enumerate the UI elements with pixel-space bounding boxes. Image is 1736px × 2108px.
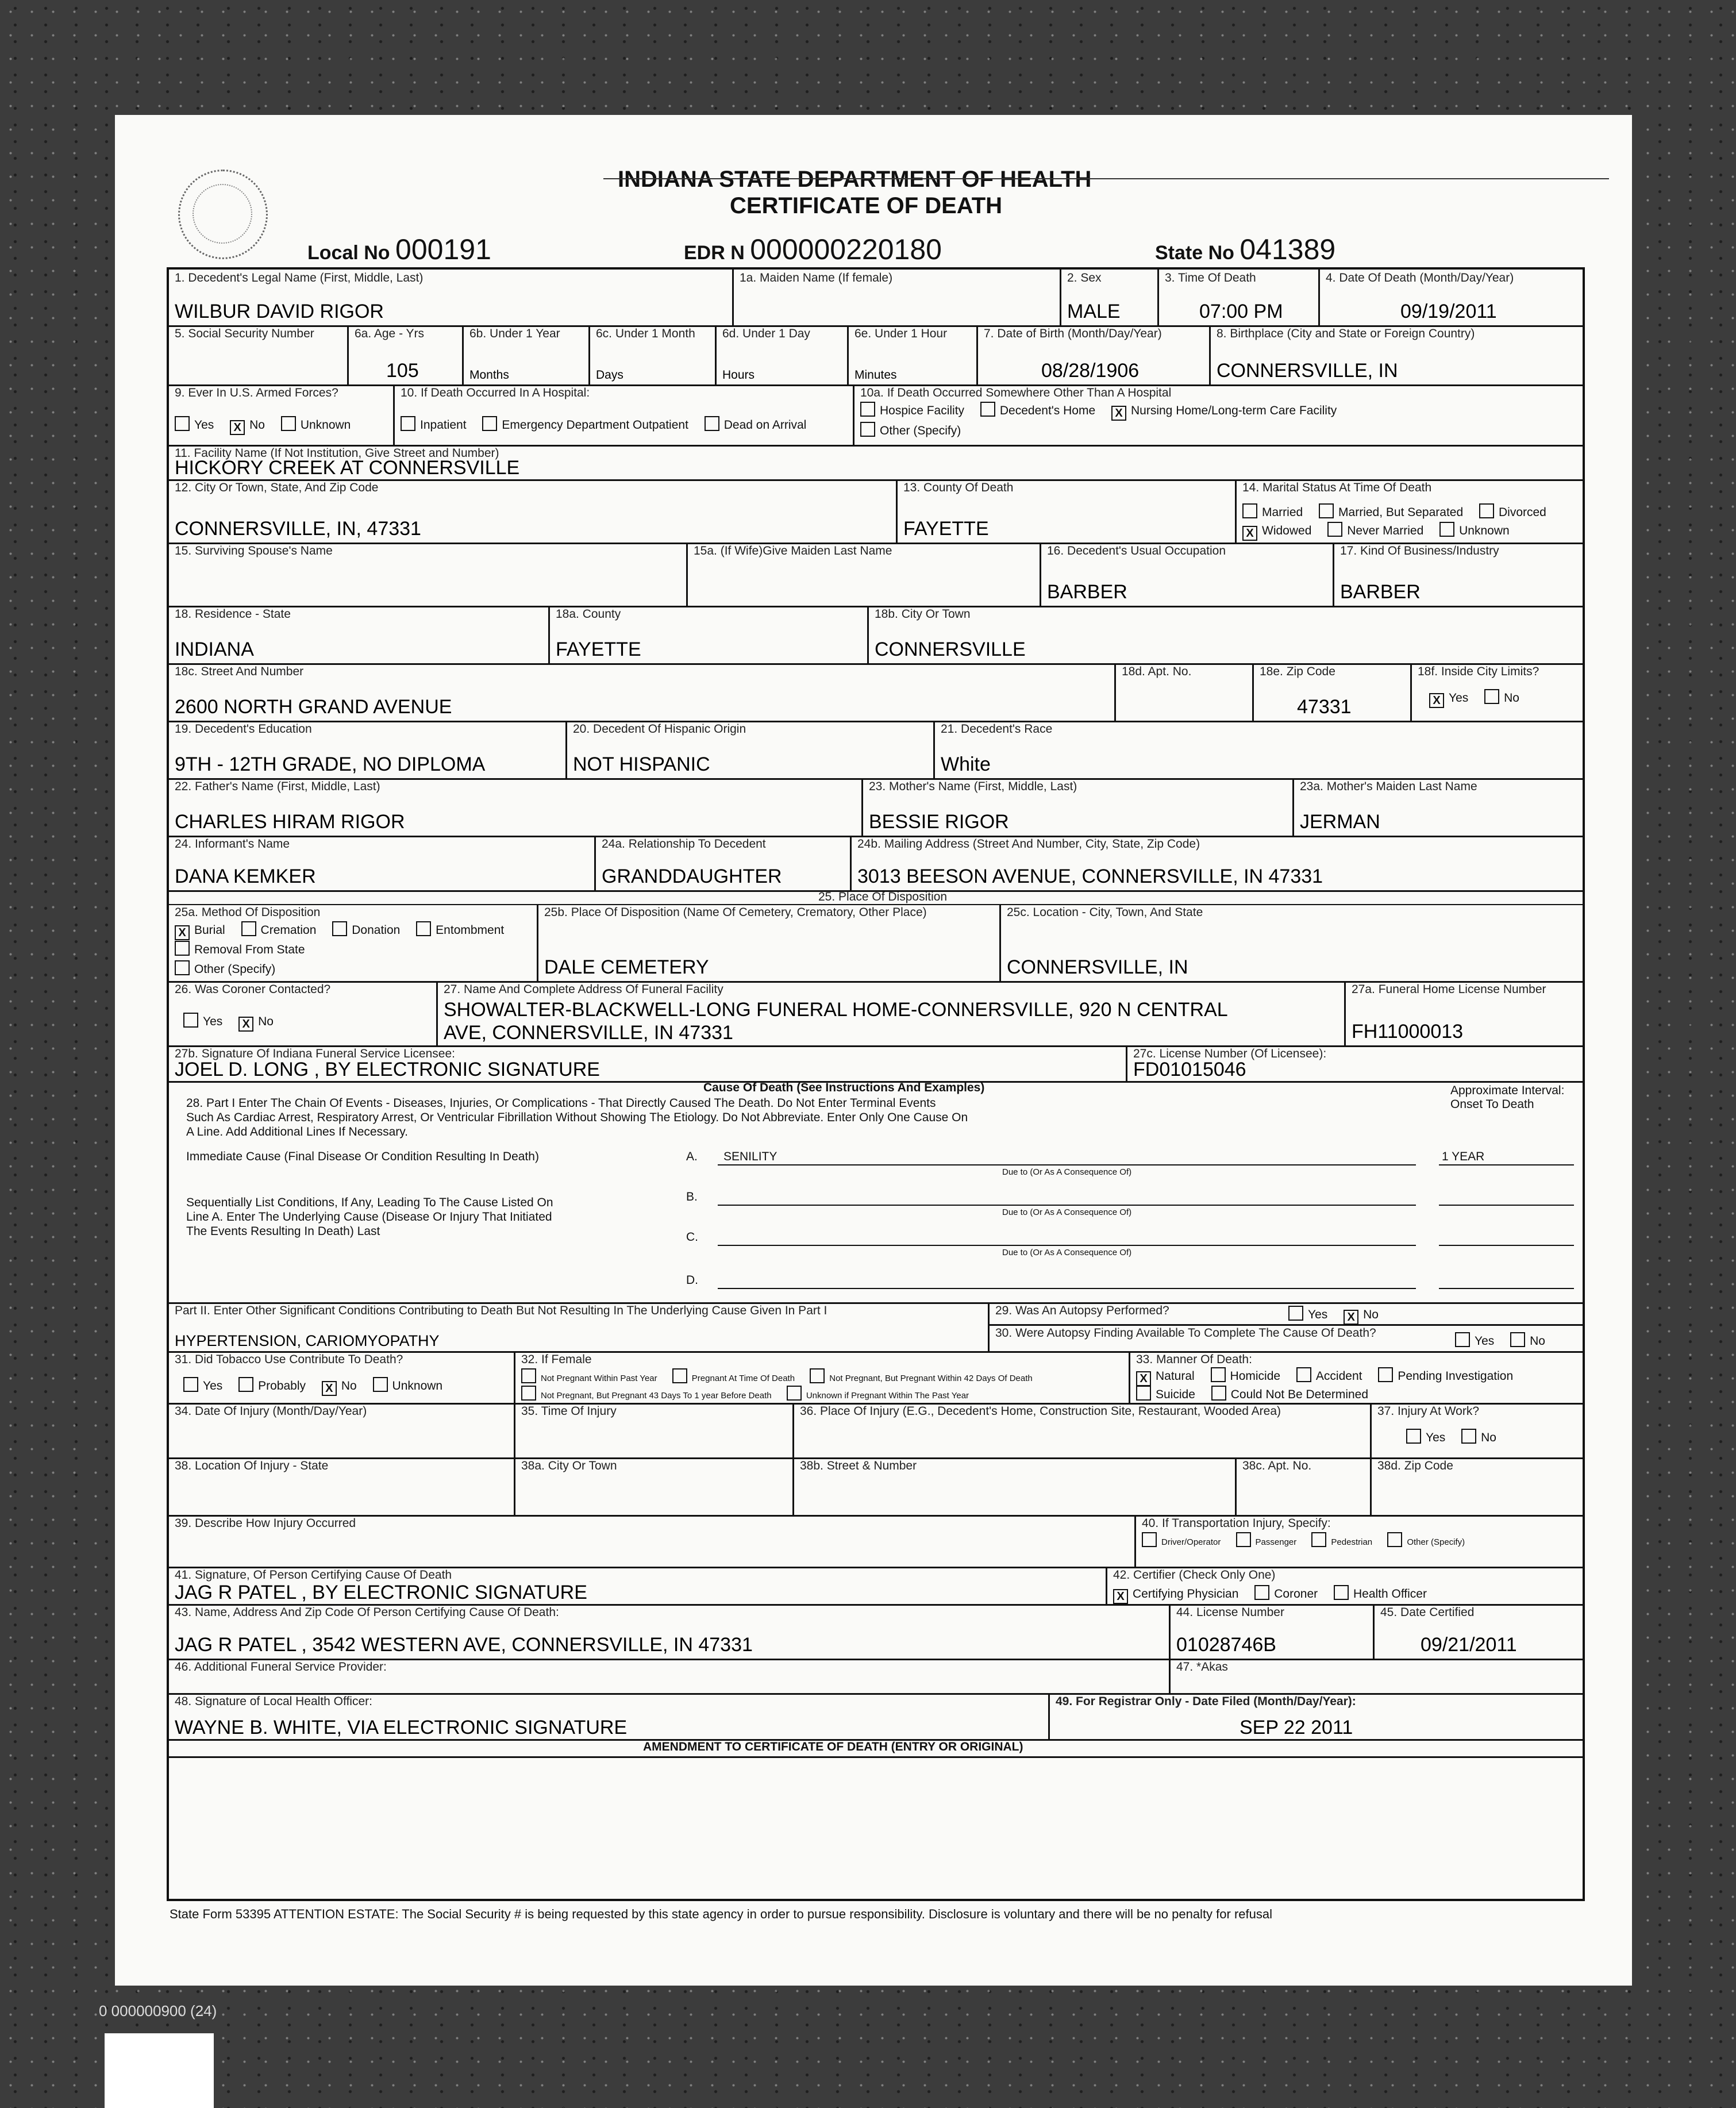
row-licensee	[169, 1045, 1583, 1083]
other-place-checkbox[interactable]: Other (Specify)	[860, 424, 961, 437]
line-c-marker: C.	[686, 1230, 698, 1244]
certificate-sheet	[115, 115, 1632, 1986]
immediate-cause-label: Immediate Cause (Final Disease Or Condition Resulting In Death)	[186, 1150, 539, 1163]
field-27a-license[interactable]: 27a. Funeral Home License Number FH11000013	[1344, 981, 1583, 1045]
field-25c-location[interactable]: 25c. Location - City, Town, And State CONNERSVILLE, IN	[999, 904, 1583, 981]
row-street	[169, 663, 1583, 722]
coroner-yes-checkbox[interactable]: Yes	[183, 1015, 222, 1028]
field-6d[interactable]: 6d. Under 1 Day Hours	[715, 325, 847, 384]
interval-line-a[interactable]	[1439, 1164, 1574, 1165]
er-outpatient-checkbox[interactable]: Emergency Department Outpatient	[482, 418, 688, 432]
field-6c[interactable]: 6c. Under 1 Month Days	[588, 325, 715, 384]
field-16-occupation[interactable]: 16. Decedent's Usual Occupation BARBER	[1040, 543, 1333, 606]
row-funeral	[169, 981, 1583, 1047]
certifying-physician-checkbox[interactable]: X Certifying Physician	[1113, 1587, 1238, 1601]
accident-checkbox[interactable]: Accident	[1296, 1370, 1362, 1383]
field-5-ssn[interactable]: 5. Social Security Number	[175, 327, 314, 340]
field-49[interactable]: 49. For Registrar Only - Date Filed (Month/Day/Year): SEP 22 2011	[1048, 1693, 1583, 1739]
field-40: 40. If Transportation Injury, Specify: Driver/Operator Passenger Pedestrian Other (Specify)	[1134, 1515, 1583, 1567]
home-checkbox[interactable]: Decedent's Home	[980, 404, 1095, 417]
field-35[interactable]: 35. Time Of Injury	[514, 1403, 792, 1457]
field-18a-county[interactable]: 18a. County FAYETTE	[548, 606, 867, 663]
homicide-checkbox[interactable]: Homicide	[1211, 1370, 1281, 1383]
donation-checkbox[interactable]: Donation	[332, 924, 400, 937]
interval-a-value: 1 YEAR	[1442, 1150, 1485, 1163]
field-42: 42. Certifier (Check Only One) X Certifying Physician Coroner Health Officer	[1106, 1567, 1583, 1604]
preg-1-checkbox[interactable]: Not Pregnant Within Past Year	[521, 1374, 657, 1383]
field-45-date[interactable]: 45. Date Certified 09/21/2011	[1373, 1604, 1583, 1659]
row-cause-of-death	[169, 1081, 1583, 1304]
field-29-30: 29. Was An Autopsy Performed? Yes X No 30. Were Autopsy Finding Available To Complete The Cause Of Death? Yes No	[988, 1302, 1583, 1351]
field-22-father[interactable]: 22. Father's Name (First, Middle, Last) CHARLES HIRAM RIGOR	[175, 780, 405, 833]
row-spouse	[169, 543, 1583, 607]
disposition-header: 25. Place Of Disposition	[818, 890, 948, 903]
widowed-checkbox[interactable]: X Widowed	[1242, 524, 1311, 537]
pedestrian-checkbox[interactable]: Pedestrian	[1311, 1537, 1372, 1547]
armed-no-checkbox[interactable]: X No	[230, 418, 265, 432]
interval-header: Approximate Interval: Onset To Death	[1450, 1084, 1565, 1111]
field-34[interactable]: 34. Date Of Injury (Month/Day/Year)	[175, 1405, 367, 1418]
undetermined-checkbox[interactable]: Could Not Be Determined	[1211, 1388, 1368, 1401]
field-part-ii[interactable]: Part II. Enter Other Significant Conditions Contributing to Death But Not Resulting In The Underlying Cause Given In Part I HYPERTENSION, CARIOMYOPATHY	[175, 1304, 827, 1349]
field-27-funeral-facility[interactable]: 27. Name And Complete Address Of Funeral Facility SHOWALTER-BLACKWELL-LONG FUNERAL HOME-CONNERSVILLE, 920 N CENTRAL AVE, CONNERSVILLE, IN 47331	[436, 981, 1344, 1045]
field-38c[interactable]: 38c. Apt. No.	[1235, 1457, 1370, 1515]
cause-line-d[interactable]	[718, 1288, 1416, 1289]
field-18d-apt[interactable]: 18d. Apt. No.	[1114, 663, 1252, 721]
field-37: 37. Injury At Work? Yes No	[1370, 1403, 1583, 1457]
field-12[interactable]: 12. City Or Town, State, And Zip Code CONNERSVILLE, IN, 47331	[175, 481, 421, 540]
cremation-checkbox[interactable]: Cremation	[241, 924, 317, 937]
field-38[interactable]: 38. Location Of Injury - State	[175, 1459, 329, 1472]
field-17-industry[interactable]: 17. Kind Of Business/Industry BARBER	[1333, 543, 1583, 606]
work-no-checkbox[interactable]: No	[1461, 1431, 1496, 1444]
field-27b-signature[interactable]: 27b. Signature Of Indiana Funeral Service Licensee: JOEL D. LONG , BY ELECTRONIC SIGNATURE	[175, 1047, 600, 1080]
sequential-label-1: Sequentially List Conditions, If Any, Leading To The Cause Listed On	[186, 1196, 553, 1209]
edr-number: EDR N 000000220180	[684, 233, 942, 266]
tobacco-unknown-checkbox[interactable]: Unknown	[373, 1379, 443, 1392]
state-seal	[178, 170, 268, 259]
city-limits-no-checkbox[interactable]: No	[1484, 691, 1519, 705]
row-registrar	[169, 1693, 1583, 1741]
cod-instructions-2: Such As Cardiac Arrest, Respiratory Arrest, Or Ventricular Fibrillation Without Showing The Etiology. Do Not Abbreviate. Enter Only One Cause On	[186, 1111, 968, 1124]
due-to-c: Due to (Or As A Consequence Of)	[1002, 1248, 1132, 1257]
doa-checkbox[interactable]: Dead on Arrival	[705, 418, 807, 432]
field-18e-zip[interactable]: 18e. Zip Code 47331	[1252, 663, 1410, 721]
coroner-no-checkbox[interactable]: X No	[238, 1015, 274, 1028]
certificate-form	[167, 267, 1585, 1901]
city-limits-yes-checkbox[interactable]: X Yes	[1429, 691, 1468, 705]
cause-line-c[interactable]	[718, 1245, 1416, 1246]
field-47[interactable]: 47. *Akas	[1169, 1659, 1583, 1693]
row-education	[169, 721, 1583, 780]
field-26-coroner: 26. Was Coroner Contacted? Yes X No	[175, 983, 331, 1030]
field-6a-age[interactable]: 6a. Age - Yrs 105	[347, 325, 462, 384]
row-disposition	[169, 890, 1583, 983]
footer-notice: State Form 53395 ATTENTION ESTATE: The Social Security # is being requested by this state agency in order to pursue responsibility. Disclosure is voluntary and there will be no penalty for refusal	[170, 1907, 1272, 1921]
row-tobacco	[169, 1351, 1583, 1405]
scan-label-box	[105, 2033, 214, 2108]
amendment-area[interactable]	[169, 1758, 1583, 1899]
field-38d[interactable]: 38d. Zip Code	[1370, 1457, 1583, 1515]
separated-checkbox[interactable]: Married, But Separated	[1319, 506, 1463, 519]
field-1[interactable]: 1. Decedent's Legal Name (First, Middle, Last) WILBUR DAVID RIGOR	[175, 271, 424, 322]
row-parents	[169, 778, 1583, 837]
field-39[interactable]: 39. Describe How Injury Occurred	[175, 1517, 356, 1530]
tobacco-probably-checkbox[interactable]: Probably	[238, 1379, 306, 1392]
certificate-title: INDIANA STATE DEPARTMENT OF HEALTH	[618, 167, 1092, 192]
field-41[interactable]: 41. Signature, Of Person Certifying Cause Of Death JAG R PATEL , BY ELECTRONIC SIGNATURE	[175, 1568, 587, 1603]
findings-yes-checkbox[interactable]: Yes	[1455, 1334, 1494, 1348]
autopsy-yes-checkbox[interactable]: Yes	[1288, 1308, 1327, 1321]
field-21-race[interactable]: 21. Decedent's Race White	[933, 721, 1583, 778]
field-33-manner: 33. Manner Of Death: X Natural Homicide Accident Pending Investigation Suicide Could Not Be Determined	[1129, 1351, 1583, 1403]
hospice-checkbox[interactable]: Hospice Facility	[860, 404, 964, 417]
removal-checkbox[interactable]: Removal From State	[175, 943, 305, 956]
row-ssn-age	[169, 325, 1583, 386]
field-44-license[interactable]: 44. License Number 01028746B	[1169, 1604, 1373, 1659]
preg-4-checkbox[interactable]: Not Pregnant, But Pregnant 43 Days To 1 year Before Death	[521, 1391, 772, 1401]
row-place-death	[169, 479, 1583, 544]
row-armed-forces	[169, 384, 1583, 447]
due-to-a: Due to (Or As A Consequence Of)	[1002, 1167, 1132, 1177]
cause-line-b[interactable]	[718, 1205, 1416, 1206]
due-to-b: Due to (Or As A Consequence Of)	[1002, 1207, 1132, 1217]
field-14-marital: 14. Marital Status At Time Of Death Married Married, But Separated Divorced X Widowed Never Married Unknown	[1235, 479, 1583, 543]
row-certifier	[169, 1604, 1583, 1660]
cause-line-a[interactable]	[718, 1164, 1416, 1165]
amendment-title: AMENDMENT TO CERTIFICATE OF DEATH (ENTRY OR ORIGINAL)	[643, 1740, 1023, 1753]
driver-checkbox[interactable]: Driver/Operator	[1142, 1537, 1221, 1547]
line-b-marker: B.	[686, 1190, 698, 1203]
interval-line-d[interactable]	[1439, 1288, 1574, 1289]
field-24b-address[interactable]: 24b. Mailing Address (Street And Number, City, State, Zip Code) 3013 BEESON AVENUE, CONNERSVILLE, IN 47331	[850, 836, 1583, 890]
state-number: State No 041389	[1155, 233, 1336, 266]
row-injury-3	[169, 1515, 1583, 1568]
field-32-female: 32. If Female Not Pregnant Within Past Year Pregnant At Time Of Death Not Pregnant, But Pregnant Within 42 Days Of Death Not Pregnant, But Pregnant 43 Days To 1 year Before Death Unknown if Pregnant Within The Past Year	[514, 1351, 1129, 1403]
field-18b-city[interactable]: 18b. City Or Town CONNERSVILLE	[867, 606, 1583, 663]
row-provider	[169, 1659, 1583, 1695]
field-15a[interactable]: 15a. (If Wife)Give Maiden Last Name	[686, 543, 1040, 606]
field-6b[interactable]: 6b. Under 1 Year Months	[462, 325, 588, 384]
sequential-label-3: The Events Resulting In Death) Last	[186, 1225, 380, 1238]
pending-checkbox[interactable]: Pending Investigation	[1378, 1370, 1513, 1383]
field-10a: 10a. If Death Occurred Somewhere Other Than A Hospital Hospice Facility Decedent's Home X Nursing Home/Long-term Care Facility Other (Specify)	[853, 384, 1583, 445]
field-24-informant[interactable]: 24. Informant's Name DANA KEMKER	[175, 837, 316, 887]
preg-2-checkbox[interactable]: Pregnant At Time Of Death	[672, 1374, 795, 1383]
never-married-checkbox[interactable]: Never Married	[1327, 524, 1423, 537]
cod-title: Cause Of Death (See Instructions And Examples)	[703, 1081, 985, 1094]
field-18-state[interactable]: 18. Residence - State INDIANA	[175, 607, 291, 660]
field-48[interactable]: 48. Signature of Local Health Officer: WAYNE B. WHITE, VIA ELECTRONIC SIGNATURE	[175, 1695, 628, 1738]
field-31-tobacco: 31. Did Tobacco Use Contribute To Death? Yes Probably X No Unknown	[175, 1353, 443, 1395]
work-yes-checkbox[interactable]: Yes	[1406, 1431, 1445, 1444]
row-informant	[169, 836, 1583, 892]
row-amendment	[169, 1739, 1583, 1899]
interval-line-b[interactable]	[1439, 1205, 1574, 1206]
field-18c-street[interactable]: 18c. Street And Number 2600 NORTH GRAND AVENUE	[175, 665, 452, 718]
field-27c-license[interactable]: 27c. License Number (Of Licensee): FD01015046	[1126, 1045, 1583, 1081]
tobacco-no-checkbox[interactable]: X No	[322, 1379, 357, 1392]
passenger-checkbox[interactable]: Passenger	[1236, 1537, 1297, 1547]
local-no: Local No 000191	[307, 233, 491, 266]
field-8-birthplace[interactable]: 8. Birthplace (City and State or Foreign Country) CONNERSVILLE, IN	[1209, 325, 1583, 384]
married-checkbox[interactable]: Married	[1242, 506, 1303, 519]
nursing-home-checkbox[interactable]: X Nursing Home/Long-term Care Facility	[1111, 404, 1337, 417]
row-part-two	[169, 1302, 1583, 1353]
findings-no-checkbox[interactable]: No	[1510, 1334, 1545, 1348]
preg-3-checkbox[interactable]: Not Pregnant, But Pregnant Within 42 Days Of Death	[810, 1374, 1033, 1383]
field-38a[interactable]: 38a. City Or Town	[514, 1457, 792, 1515]
field-13-county[interactable]: 13. County Of Death FAYETTE	[896, 479, 1235, 543]
field-10: 10. If Death Occurred In A Hospital: Inpatient Emergency Department Outpatient Dead on Arrival	[393, 384, 853, 445]
row-facility	[169, 445, 1583, 481]
certificate-subtitle: CERTIFICATE OF DEATH	[730, 193, 1003, 218]
cod-instructions-1: 28. Part I Enter The Chain Of Events - Diseases, Injuries, Or Complications - That Directly Caused The Death. Do Not Enter Terminal Events	[186, 1097, 936, 1110]
health-officer-checkbox[interactable]: Health Officer	[1334, 1587, 1427, 1601]
field-9: 9. Ever In U.S. Armed Forces? Yes X No Unknown	[175, 386, 351, 434]
microfilm-stamp: 0 000000900 (24)	[99, 2002, 217, 2019]
burial-checkbox[interactable]: X Burial	[175, 924, 225, 937]
autopsy-no-checkbox[interactable]: X No	[1344, 1308, 1379, 1321]
line-a-marker: A.	[686, 1150, 698, 1163]
sequential-label-2: Line A. Enter The Underlying Cause (Disease Or Injury That Initiated	[186, 1210, 552, 1224]
tobacco-yes-checkbox[interactable]: Yes	[183, 1379, 222, 1392]
cod-instructions-3: A Line. Add Additional Lines If Necessary.	[186, 1125, 409, 1138]
entombment-checkbox[interactable]: Entombment	[416, 924, 504, 937]
field-20-hispanic[interactable]: 20. Decedent Of Hispanic Origin NOT HISPANIC	[565, 721, 933, 778]
field-11-facility[interactable]: 11. Facility Name (If Not Institution, Give Street and Number) HICKORY CREEK AT CONNERSVILLE	[175, 447, 520, 479]
field-4-date-death[interactable]: 4. Date Of Death (Month/Day/Year) 09/19/2011	[1318, 270, 1583, 325]
field-36[interactable]: 36. Place Of Injury (E.G., Decedent's Home, Construction Site, Restaurant, Wooded Area)	[792, 1403, 1370, 1457]
natural-checkbox[interactable]: X Natural	[1136, 1370, 1195, 1383]
field-25b-place[interactable]: 25b. Place Of Disposition (Name Of Cemetery, Crematory, Other Place) DALE CEMETERY	[537, 904, 999, 981]
field-6e[interactable]: 6e. Under 1 Hour Minutes	[847, 325, 976, 384]
title-rule	[603, 178, 1609, 179]
other-disposition-checkbox[interactable]: Other (Specify)	[175, 963, 275, 976]
row-injury-2	[169, 1457, 1583, 1517]
suicide-checkbox[interactable]: Suicide	[1136, 1388, 1195, 1401]
row-certifier-signature	[169, 1567, 1583, 1606]
armed-unknown-checkbox[interactable]: Unknown	[281, 418, 351, 432]
row-residence	[169, 606, 1583, 665]
field-3-time[interactable]: 3. Time Of Death 07:00 PM	[1157, 270, 1318, 325]
inpatient-checkbox[interactable]: Inpatient	[401, 418, 467, 432]
field-23-mother[interactable]: 23. Mother's Name (First, Middle, Last) BESSIE RIGOR	[861, 778, 1292, 836]
field-25a-method: 25a. Method Of Disposition X Burial Cremation Donation Entombment Removal From State Other (Specify)	[175, 906, 505, 976]
field-18f: 18f. Inside City Limits? X Yes No	[1410, 663, 1583, 721]
field-19-education[interactable]: 19. Decedent's Education 9TH - 12TH GRADE, NO DIPLOMA	[175, 722, 486, 775]
armed-yes-checkbox[interactable]: Yes	[175, 418, 214, 432]
field-43[interactable]: 43. Name, Address And Zip Code Of Person Certifying Cause Of Death: JAG R PATEL , 3542 WESTERN AVE, CONNERSVILLE, IN 47331	[175, 1606, 753, 1656]
field-24a-relationship[interactable]: 24a. Relationship To Decedent GRANDDAUGHTER	[594, 836, 850, 890]
coroner-checkbox[interactable]: Coroner	[1254, 1587, 1318, 1601]
field-46[interactable]: 46. Additional Funeral Service Provider:	[175, 1660, 387, 1674]
field-23a-maiden[interactable]: 23a. Mother's Maiden Last Name JERMAN	[1292, 778, 1583, 836]
field-1a[interactable]: 1a. Maiden Name (If female)	[732, 270, 1060, 325]
field-7-dob[interactable]: 7. Date of Birth (Month/Day/Year) 08/28/1906	[976, 325, 1209, 384]
cause-a-value: SENILITY	[723, 1150, 777, 1163]
other-transport-checkbox[interactable]: Other (Specify)	[1387, 1537, 1465, 1547]
row-injury-1	[169, 1403, 1583, 1459]
field-38b[interactable]: 38b. Street & Number	[792, 1457, 1235, 1515]
field-2-sex[interactable]: 2. Sex MALE	[1060, 270, 1157, 325]
row-decedent-name	[169, 270, 1583, 327]
marital-unknown-checkbox[interactable]: Unknown	[1439, 524, 1510, 537]
preg-5-checkbox[interactable]: Unknown if Pregnant Within The Past Year	[787, 1391, 969, 1401]
interval-line-c[interactable]	[1439, 1245, 1574, 1246]
divorced-checkbox[interactable]: Divorced	[1479, 506, 1546, 519]
field-15[interactable]: 15. Surviving Spouse's Name	[175, 544, 333, 557]
line-d-marker: D.	[686, 1274, 698, 1287]
